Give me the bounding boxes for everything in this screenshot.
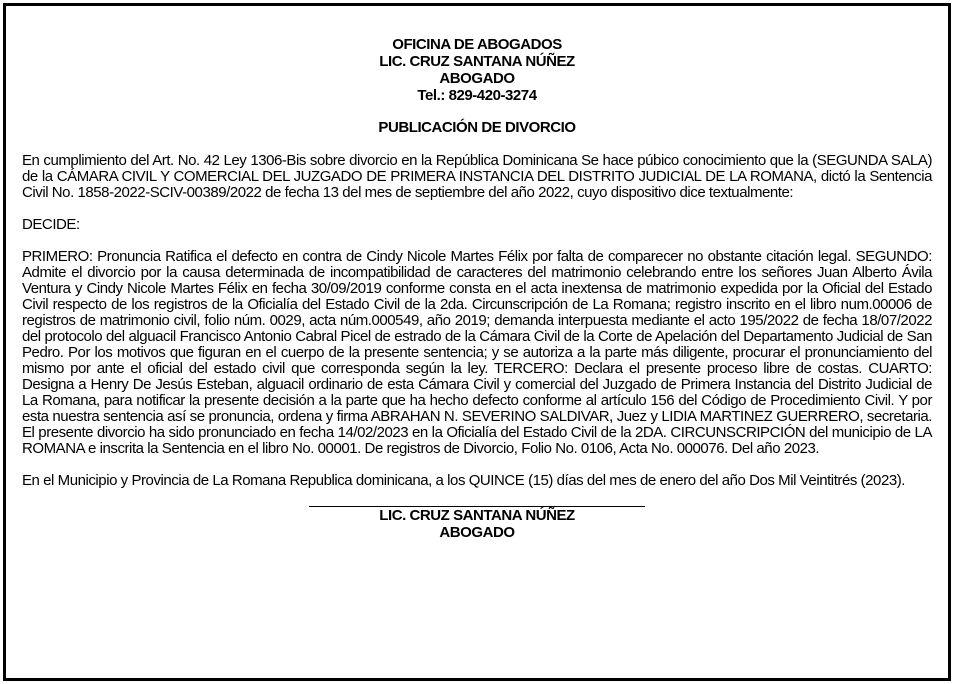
notice-content bbox=[22, 36, 932, 541]
notice-border bbox=[3, 3, 951, 681]
decide-heading: DECIDE: bbox=[22, 216, 80, 233]
signature-role: ABOGADO bbox=[439, 524, 515, 541]
notice-title: PUBLICACIÓN DE DIVORCIO bbox=[378, 119, 576, 136]
ruling-paragraph: PRIMERO: Pronuncia Ratifica el defecto en contra de Cindy Nicole Martes Félix por falta de comparecer no obstante citación legal. SEGUNDO: Admite el divorcio por la causa determinada de incompatibilidad de caracteres del matrimonio celebrando entre los señores Juan Alberto Ávila Ventura y Cindy Nicole Martes Félix en fecha 30/09/2019 conforme consta en el acta inextensa de matrimonio expedida por la Oficial del Estado Civil respecto de los registros de la Oficialía del Estado Civil de la 2da. Circunscripción de La Romana; registro inscrito en el libro num.00006 de registros de matrimonio civil, folio núm. 0029, acta núm.000549, año 2019; demanda interpuesta mediante el acto 195/2022 de fecha 18/07/2022 del protocolo del alguacil Francisco Antonio Cabral Picel de estrado de la Cámara Civil de la Corte de Apelación del Departamento Judicial de San Pedro. Por los motivos que figuran en el cuerpo de la presente sentencia; y se autoriza a la parte más diligente, procurar el pronunciamiento del mismo por ante el oficial del estado civil que corresponda según la ley. TERCERO: Declara el presente proceso libre de costas. CUARTO: Designa a Henry De Jesús Esteban, alguacil ordinario de esta Cámara Civil y comercial del Juzgado de Primera Instancia del Distrito Judicial de La Romana, para notificar la presente decisión a la parte que ha hecho defecto conforme al artículo 156 del Código de Procedimiento Civil. Y por esta nuestra sentencia así se pronuncia, ordena y firma ABRAHAN N. SEVERINO SALDIVAR, Juez y LIDIA MARTINEZ GUERRERO, secretaria. El presente divorcio ha sido pronunciado en fecha 14/02/2023 en la Oficialía del Estado Civil de la 2DA. CIRCUNSCRIPCIÓN del municipio de LA ROMANA e inscrita la Sentencia en el libro No. 00001. De registros de Divorcio, Folio No. 0106, Acta No. 000076. Del año 2023. bbox=[22, 248, 932, 457]
office-name: OFICINA DE ABOGADOS bbox=[392, 36, 562, 53]
signature-name: LIC. CRUZ SANTANA NÚÑEZ bbox=[379, 507, 575, 524]
lawyer-role: ABOGADO bbox=[439, 70, 515, 87]
lawyer-name: LIC. CRUZ SANTANA NÚÑEZ bbox=[379, 53, 575, 70]
phone-number: Tel.: 829-420-3274 bbox=[417, 87, 537, 104]
intro-paragraph: En cumplimiento del Art. No. 42 Ley 1306-Bis sobre divorcio en la República Dominicana Se hace púbico conocimiento que la (SEGUNDA SALA) de la CÁMARA CIVIL Y COMERCIAL DEL JUZGADO DE PRIMERA INSTANCIA DEL DISTRITO JUDICIAL DE LA ROMANA, dictó la Sentencia Civil No. 1858-2022-SCIV-00389/2022 de fecha 13 del mes de septiembre del año 2022, cuyo dispositivo dice textualmente: bbox=[22, 152, 932, 201]
letterhead bbox=[22, 36, 932, 104]
closing-paragraph: En el Municipio y Provincia de La Romana Republica dominicana, a los QUINCE (15) días del mes de enero del año Dos Mil Veintitrés (2023). bbox=[22, 472, 905, 489]
signature-block bbox=[22, 507, 932, 541]
